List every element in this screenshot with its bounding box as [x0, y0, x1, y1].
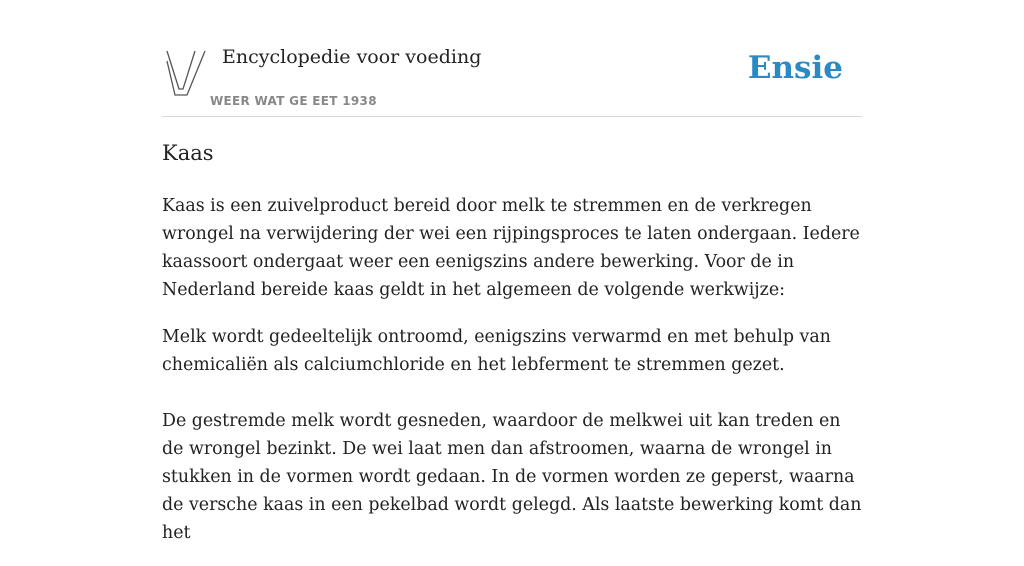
encyclopedia-subtitle: WEER WAT GE EET 1938 — [210, 94, 377, 108]
article-paragraph: De gestremde melk wordt gesneden, waardoor de melkwei uit kan treden en de wrongel bezinkt. De wei laat men dan afstroomen, waarna de wrongel in stukken in de vormen wordt gedaan. In de vormen worden ze geperst, waarna de versche kaas in een pekelbad wordt gelegd. Als laatste bewerking komt dan het — [162, 411, 862, 543]
article-body — [162, 192, 862, 566]
v-logo-icon — [165, 49, 207, 97]
header — [162, 40, 862, 117]
article-paragraph: Kaas is een zuivelproduct bereid door melk te stremmen en de verkregen wrongel na verwijdering der wei een rijpingsproces te laten ondergaan. Iedere kaassoort ondergaat weer een eenigszins andere bewerking. Voor de in Nederland bereide kaas geldt in het algemeen de volgende werkwijze: — [162, 196, 860, 300]
brand-logo-link[interactable]: Ensie — [747, 50, 843, 86]
article-title: Kaas — [162, 141, 214, 165]
encyclopedia-title[interactable]: Encyclopedie voor voeding — [222, 46, 482, 68]
article-paragraph: Melk wordt gedeeltelijk ontroomd, eenigszins verwarmd en met behulp van chemicaliën als calciumchloride en het lebferment te stremmen gezet. — [162, 327, 831, 375]
